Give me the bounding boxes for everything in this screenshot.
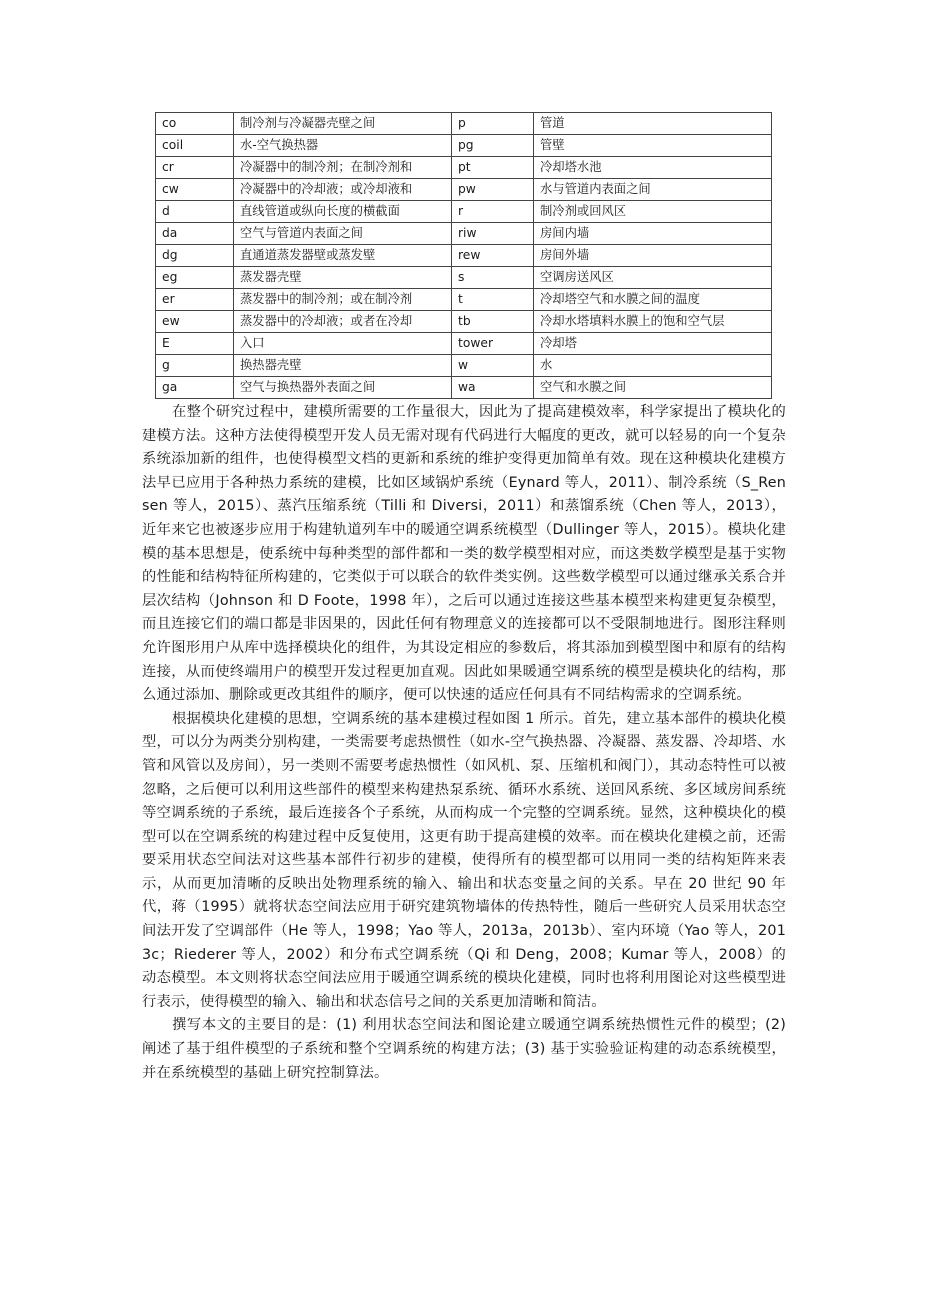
symbol-cell: tb [452, 311, 534, 333]
description-cell: 冷凝器中的冷却液；或冷却液和 [234, 179, 452, 201]
description-cell: 制冷剂或回风区 [534, 201, 772, 223]
symbol-cell: eg [156, 267, 234, 289]
document-page [142, 112, 786, 1085]
symbol-cell: wa [452, 377, 534, 399]
description-cell: 直线管道或纵向长度的横截面 [234, 201, 452, 223]
table-row [156, 289, 772, 311]
symbol-cell: coil [156, 135, 234, 157]
description-cell: 空气和水膜之间 [534, 377, 772, 399]
symbol-cell: t [452, 289, 534, 311]
table-row [156, 311, 772, 333]
symbol-cell: cw [156, 179, 234, 201]
table-row [156, 267, 772, 289]
symbol-cell: co [156, 113, 234, 135]
symbol-cell: w [452, 355, 534, 377]
description-cell: 蒸发器中的制冷剂；或在制冷剂 [234, 289, 452, 311]
symbol-cell: er [156, 289, 234, 311]
symbol-cell: s [452, 267, 534, 289]
table-row [156, 377, 772, 399]
table-row [156, 201, 772, 223]
symbol-table [155, 112, 772, 399]
symbol-cell: g [156, 355, 234, 377]
description-cell: 水与管道内表面之间 [534, 179, 772, 201]
description-cell: 冷却塔 [534, 333, 772, 355]
table-row [156, 179, 772, 201]
symbol-cell: pw [452, 179, 534, 201]
description-cell: 房间外墙 [534, 245, 772, 267]
description-cell: 管壁 [534, 135, 772, 157]
description-cell: 房间内墙 [534, 223, 772, 245]
paragraph-modular-modeling: 在整个研究过程中，建模所需要的工作量很大，因此为了提高建模效率，科学家提出了模块化的建模方法。这种方法使得模型开发人员无需对现有代码进行大幅度的更改，就可以轻易的向一个复杂系统添加新的组件，也使得模型文档的更新和系统的维护变得更加简单有效。现在这种模块化建模方法早已应用于各种热力系统的建模，比如区域锅炉系统（Eynard 等人，2011）、制冷系统（S_Rensen 等人，2015）、蒸汽压缩系统（Tilli 和 Diversi，2011）和蒸馏系统（Chen 等人，2013），近年来它也被逐步应用于构建轨道列车中的暖通空调系统模型（Dullinger 等人，2015）。模块化建模的基本思想是，使系统中每种类型的部件都和一类的数学模型相对应，而这类数学模型是基于实物的性能和结构特征所构建的，它类似于可以联合的软件类实例。这些数学模型可以通过继承关系合并层次结构（Johnson 和 D Foote，1998 年），之后可以通过连接这些基本模型来构建更复杂模型，而且连接它们的端口都是非因果的，因此任何有物理意义的连接都可以不受限制地进行。图形注释则允许图形用户从库中选择模块化的组件，为其设定相应的参数后，将其添加到模型图中和原有的结构连接，从而使终端用户的模型开发过程更加直观。因此如果暖通空调系统的模型是模块化的结构，那么通过添加、删除或更改其组件的顺序，便可以快速的适应任何具有不同结构需求的空调系统。 [142, 404, 786, 704]
symbol-cell: dg [156, 245, 234, 267]
description-cell: 冷却水塔填料水膜上的饱和空气层 [534, 311, 772, 333]
symbol-cell: ga [156, 377, 234, 399]
description-cell: 空气与管道内表面之间 [234, 223, 452, 245]
description-cell: 管道 [534, 113, 772, 135]
symbol-cell: da [156, 223, 234, 245]
paragraph-modeling-process: 根据模块化建模的思想，空调系统的基本建模过程如图 1 所示。首先，建立基本部件的模块化模型，可以分为两类分别构建，一类需要考虑热惯性（如水-空气换热器、冷凝器、蒸发器、冷却塔、水管和风管以及房间），另一类则不需要考虑热惯性（如风机、泵、压缩机和阀门），其动态特性可以被忽略，之后便可以利用这些部件的模型来构建热泵系统、循环水系统、送回风系统、多区域房间系统等空调系统的子系统，最后连接各个子系统，从而构成一个完整的空调系统。显然，这种模块化的模型可以在空调系统的构建过程中反复使用，这更有助于提高建模的效率。而在模块化建模之前，还需要采用状态空间法对这些基本部件行初步的建模，使得所有的模型都可以用同一类的结构矩阵来表示，从而更加清晰的反映出处物理系统的输入、输出和状态变量之间的关系。早在 20 世纪 90 年代，蒋（1995）就将状态空间法应用于研究建筑物墙体的传热特性，随后一些研究人员采用状态空间法开发了空调部件（He 等人，1998；Yao 等人，2013a，2013b）、室内环境（Yao 等人，2013c；Riederer 等人，2002）和分布式空调系统（Qi 和 Deng，2008；Kumar 等人，2008）的动态模型。本文则将状态空间法应用于暖通空调系统的模块化建模，同时也将利用图论对这些模型进行表示，使得模型的输入、输出和状态信号之间的关系更加清晰和简洁。 [142, 710, 786, 1010]
table-row [156, 157, 772, 179]
table-row [156, 113, 772, 135]
symbol-cell: ew [156, 311, 234, 333]
table-row [156, 245, 772, 267]
table-row [156, 333, 772, 355]
description-cell: 直通道蒸发器壁或蒸发壁 [234, 245, 452, 267]
paragraph-objectives: 撰写本文的主要目的是：(1) 利用状态空间法和图论建立暖通空调系统热惯性元件的模型；(2) 阐述了基于组件模型的子系统和整个空调系统的构建方法；(3) 基于实验验证构建的动态系统模型，并在系统模型的基础上研究控制算法。 [142, 1017, 786, 1081]
symbol-cell: d [156, 201, 234, 223]
description-cell: 蒸发器壳壁 [234, 267, 452, 289]
description-cell: 水 [534, 355, 772, 377]
table-row [156, 223, 772, 245]
description-cell: 水-空气换热器 [234, 135, 452, 157]
description-cell: 入口 [234, 333, 452, 355]
symbol-cell: riw [452, 223, 534, 245]
description-cell: 蒸发器中的冷却液；或者在冷却 [234, 311, 452, 333]
table-row [156, 135, 772, 157]
description-cell: 空气与换热器外表面之间 [234, 377, 452, 399]
description-cell: 换热器壳壁 [234, 355, 452, 377]
symbol-cell: r [452, 201, 534, 223]
body-text [142, 401, 786, 1085]
symbol-cell: rew [452, 245, 534, 267]
description-cell: 制冷剂与冷凝器壳壁之间 [234, 113, 452, 135]
symbol-cell: pg [452, 135, 534, 157]
table-row [156, 355, 772, 377]
description-cell: 冷却塔空气和水膜之间的温度 [534, 289, 772, 311]
description-cell: 空调房送风区 [534, 267, 772, 289]
description-cell: 冷却塔水池 [534, 157, 772, 179]
symbol-cell: cr [156, 157, 234, 179]
symbol-cell: p [452, 113, 534, 135]
description-cell: 冷凝器中的制冷剂；在制冷剂和 [234, 157, 452, 179]
symbol-cell: tower [452, 333, 534, 355]
symbol-cell: E [156, 333, 234, 355]
symbol-cell: pt [452, 157, 534, 179]
